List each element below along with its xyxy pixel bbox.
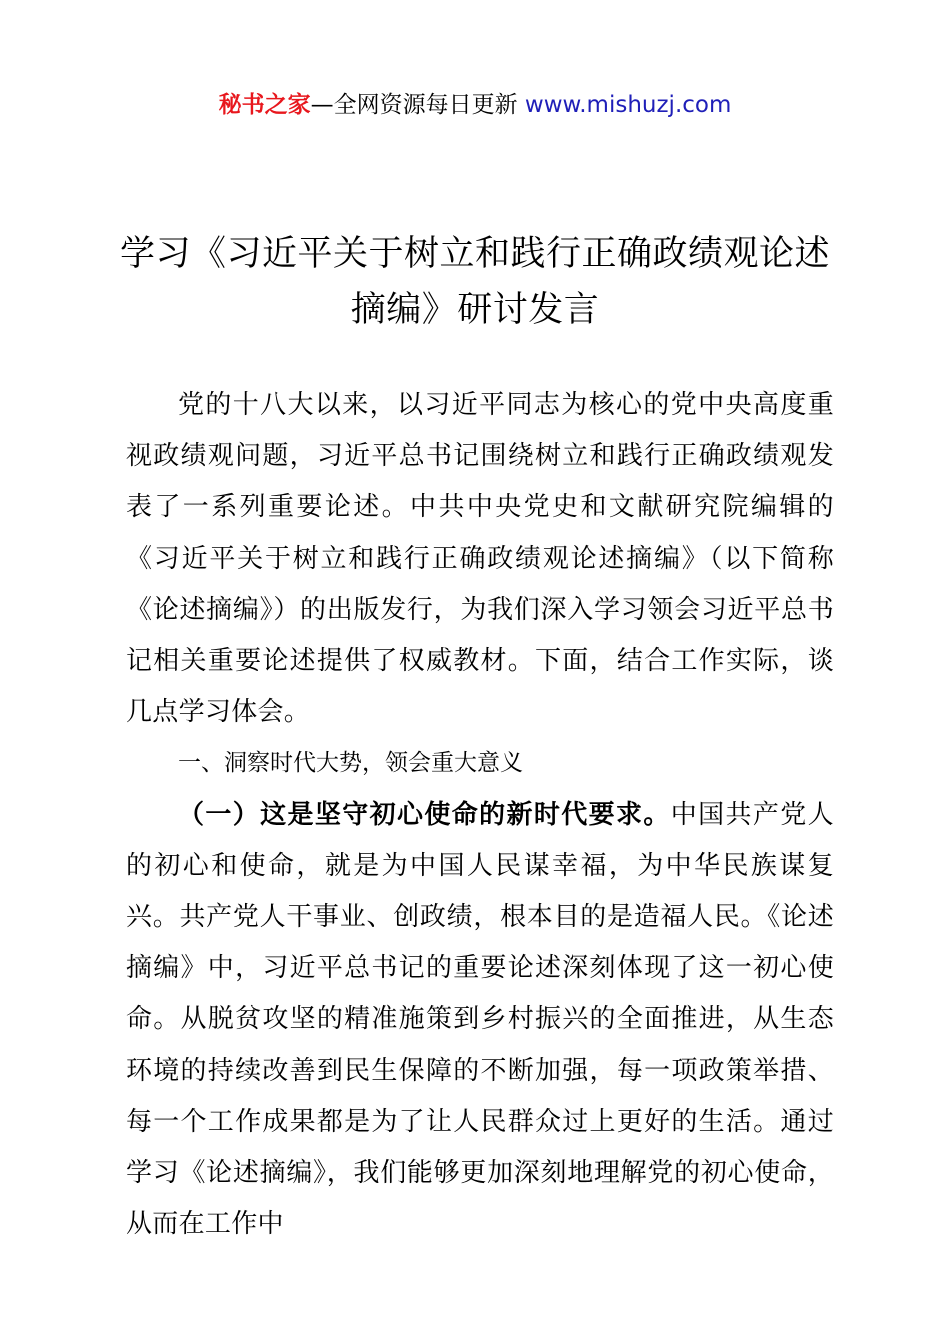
subsection-paragraph-1 <box>126 790 834 1251</box>
section-heading-1: 一、洞察时代大势，领会重大意义 <box>178 750 523 777</box>
intro-paragraph: 党的十八大以来，以习近平同志为核心的党中央高度重视政绩观问题，习近平总书记围绕树立和践行正确政绩观发表了一系列重要论述。中共中央党史和文献研究院编辑的《习近平关于树立和践行正确政绩观论述摘编》（以下简称《论述摘编》）的出版发行，为我们深入学习领会习近平总书记相关重要论述提供了权威教材。下面，结合工作实际，谈几点学习体会。 <box>126 390 834 728</box>
site-slogan: —全网资源每日更新 <box>310 92 525 118</box>
subsection-lead-1: （一）这是坚守初心使命的新时代要求。 <box>178 799 671 830</box>
subsection-text-1: 中国共产党人的初心和使命，就是为中国人民谋幸福，为中华民族谋复兴。共产党人干事业、创政绩，根本目的是造福人民。《论述摘编》中，习近平总书记的重要论述深刻体现了这一初心使命。从脱贫攻坚的精准施策到乡村振兴的全面推进，从生态环境的持续改善到民生保障的不断加强，每一项政策举措、每一个工作成果都是为了让人民群众过上更好的生活。通过学习《论述摘编》，我们能够更加深刻地理解党的初心使命，从而在工作中 <box>126 799 834 1240</box>
title-line-2: 摘编》研讨发言 <box>350 290 600 330</box>
site-url-link[interactable]: www.mishuzj.com <box>524 92 732 118</box>
document-body <box>126 380 834 1250</box>
document-title <box>110 226 840 338</box>
title-line-1: 学习《习近平关于树立和践行正确政绩观论述 <box>119 234 830 274</box>
site-header <box>0 88 950 122</box>
site-brand: 秘书之家 <box>218 92 311 118</box>
